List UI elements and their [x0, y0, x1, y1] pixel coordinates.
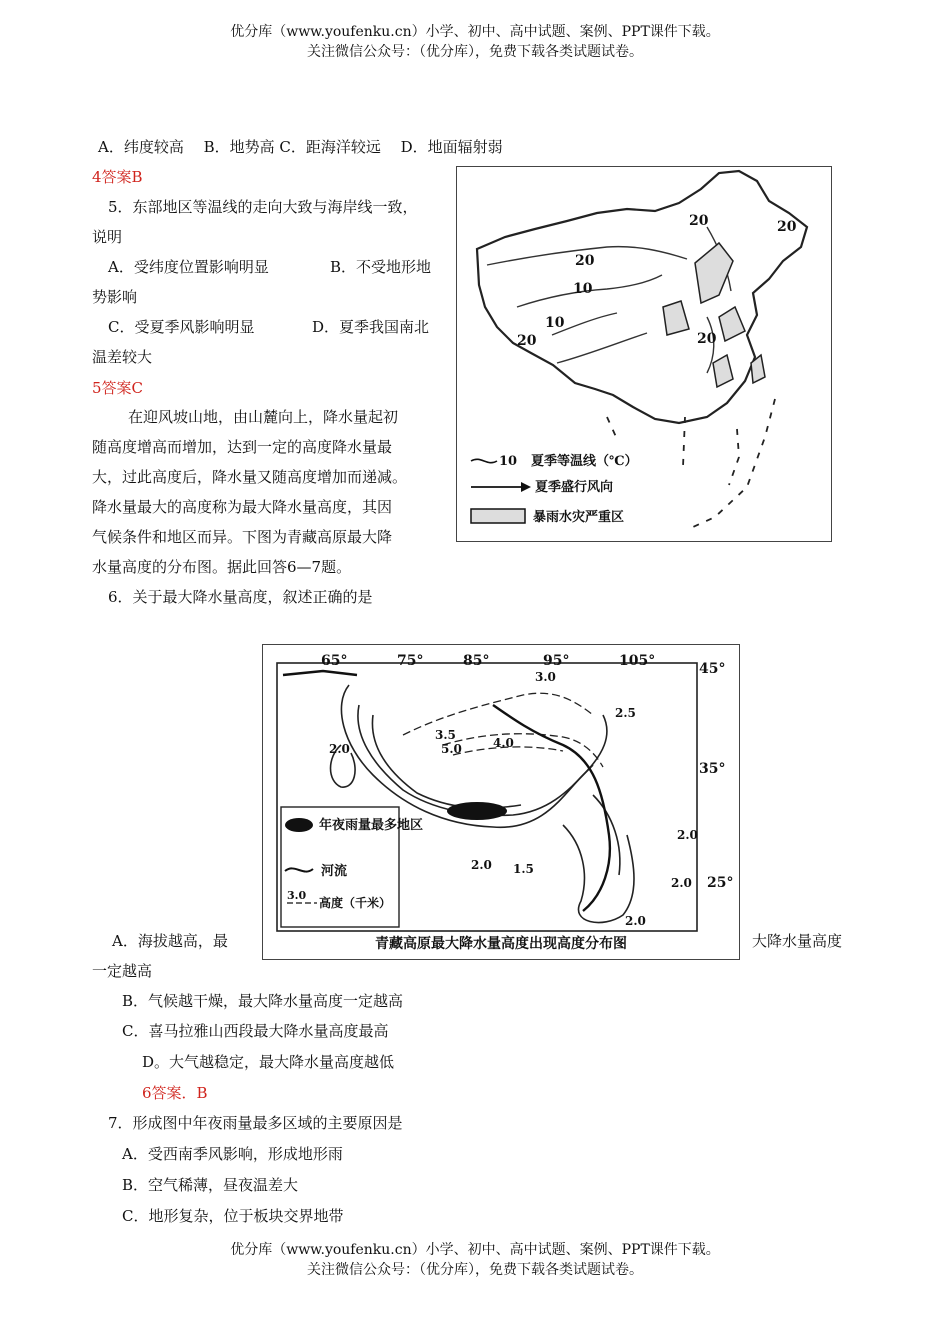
- contour-label-2-0-bottom: 2.0: [625, 914, 646, 928]
- q5-option-b-cont: 势影响: [92, 288, 138, 306]
- header-line-2: 关注微信公众号：（优分库），免费下载各类试题试卷。: [307, 44, 643, 60]
- contour-label-4-0: 4.0: [493, 736, 514, 750]
- legend-wind-label: 夏季盛行风向: [535, 480, 614, 495]
- summer-wind-path-1: [607, 417, 617, 439]
- q6-stem: 6．关于最大降水量高度，叙述正确的是: [108, 588, 373, 606]
- longitude-85: 85°: [463, 653, 490, 669]
- contour-south: [563, 825, 634, 923]
- china-summer-isotherm-map: [456, 166, 832, 542]
- q5-option-c: C．受夏季风影响明显: [108, 318, 255, 336]
- longitude-65: 65°: [321, 653, 348, 669]
- passage-line-3: 大，过此高度后，降水量又随高度增加而递减。: [92, 468, 408, 486]
- map1-label-10-plateau: 10: [545, 315, 565, 331]
- passage-line-5: 气候条件和地区而异。下图为青藏高原最大降: [92, 528, 393, 546]
- contour-label-2-0-east: 2.0: [677, 828, 698, 842]
- rain-zone-yangtze: [663, 301, 689, 335]
- legend-isotherm-label: 夏季等温线（℃）: [531, 454, 638, 469]
- q5-stem-line2: 说明: [92, 228, 123, 246]
- summer-wind-path-2: [729, 429, 739, 485]
- q5-option-d-cont: 温差较大: [92, 348, 153, 366]
- q5-stem-line1: 5．东部地区等温线的走向大致与海岸线一致，: [108, 198, 418, 216]
- longitude-95: 95°: [543, 653, 570, 669]
- q6-option-b: B．气候越干燥，最大降水量高度一定越高: [122, 992, 404, 1010]
- q7-option-b: B．空气稀薄，昼夜温差大: [122, 1176, 299, 1194]
- rain-zone-north-china: [719, 307, 745, 341]
- q7-option-c: C．地形复杂，位于板块交界地带: [122, 1207, 344, 1225]
- legend-isotherm-value: 10: [499, 454, 518, 469]
- legend-rain-label: 暴雨水灾严重区: [533, 510, 625, 525]
- q5-option-b: B．不受地形地: [330, 258, 432, 276]
- map1-legend: [471, 453, 638, 525]
- q7-stem: 7．形成图中年夜雨量最多区域的主要原因是: [108, 1114, 403, 1132]
- map1-label-20-east: 20: [777, 219, 797, 235]
- china-outline: [477, 171, 807, 423]
- contour-label-2-0-southeast: 2.0: [671, 876, 692, 890]
- q6-answer: 6答案．B: [142, 1084, 208, 1102]
- latitude-25: 25°: [707, 875, 734, 891]
- passage-line-2: 随高度增高而增加，达到一定的高度降水量最: [92, 438, 393, 456]
- contour-label-3-0: 3.0: [535, 670, 556, 684]
- q5-option-d: D．夏季我国南北: [312, 318, 430, 336]
- map1-label-20-north: 20: [575, 253, 595, 269]
- isotherm-20-south: [557, 333, 647, 363]
- legend-night-rain-label-1: 年夜雨量最多地区: [319, 818, 424, 833]
- map1-label-10-west: 10: [573, 281, 593, 297]
- longitude-75: 75°: [397, 653, 424, 669]
- longitude-105: 105°: [619, 653, 656, 669]
- contour-label-1-5: 1.5: [513, 862, 534, 876]
- map2-caption: 青藏高原最大降水量高度出现高度分布图: [375, 936, 627, 952]
- q6-option-c: C．喜马拉雅山西段最大降水量高度最高: [122, 1022, 389, 1040]
- contour-label-2-5: 2.5: [615, 706, 636, 720]
- contour-label-5-0: 5.0: [441, 742, 462, 756]
- passage-line-1: 在迎风坡山地，由山麓向上，降水量起初: [128, 408, 399, 426]
- tibet-max-precip-height-map: [262, 644, 740, 960]
- legend-river-label: 河流: [321, 864, 348, 879]
- legend-height-label: 高度（千米）: [319, 896, 392, 910]
- rain-zone-northeast: [695, 243, 733, 303]
- legend-height-value: 3.0: [287, 889, 307, 902]
- contour-southeast: [593, 795, 620, 875]
- latitude-45: 45°: [699, 661, 726, 677]
- legend-isotherm-line: [471, 459, 497, 462]
- china-map-figure: [457, 167, 831, 541]
- q4-answer: 4答案B: [92, 168, 143, 186]
- contour-dashed-mid: [443, 734, 603, 767]
- river-boundary: [283, 671, 357, 675]
- latitude-35: 35°: [699, 761, 726, 777]
- q4-options: A．纬度较高 B．地势高 C．距海洋较远 D．地面辐射弱: [98, 138, 503, 156]
- rain-zone-south: [713, 355, 733, 387]
- footer-line-1: 优分库（www.youfenku.cn）小学、初中、高中试题、案例、PPT课件下载。: [230, 1242, 720, 1258]
- legend-wind-arrowhead: [521, 482, 531, 492]
- legend-night-rain-swatch: [285, 818, 313, 832]
- passage-line-4: 降水量最大的高度称为最大降水量高度，其因: [92, 498, 393, 516]
- q6-option-d: D。大气越稳定，最大降水量高度越低: [142, 1053, 395, 1071]
- q6-option-a-right: 大降水量高度: [752, 932, 843, 950]
- header-line-1: 优分库（www.youfenku.cn）小学、初中、高中试题、案例、PPT课件下载。: [230, 24, 720, 40]
- map1-label-20-south: 20: [517, 333, 537, 349]
- contour-dashed-north: [403, 693, 593, 735]
- q5-option-a: A．受纬度位置影响明显: [108, 258, 269, 276]
- map1-label-20-coast: 20: [697, 331, 717, 347]
- night-rain-max-area: [447, 802, 507, 820]
- q7-option-a: A．受西南季风影响，形成地形雨: [122, 1145, 343, 1163]
- q6-option-a-cont: 一定越高: [92, 962, 153, 980]
- tibet-map-figure: [263, 645, 739, 959]
- map1-label-20-northeast: 20: [689, 213, 709, 229]
- summer-wind-path-4: [683, 417, 685, 467]
- contour-label-2-0-west: 2.0: [329, 742, 350, 756]
- contour-label-3-5: 3.5: [435, 728, 456, 742]
- footer-line-2: 关注微信公众号：（优分库），免费下载各类试题试卷。: [307, 1262, 643, 1278]
- q5-answer: 5答案C: [92, 379, 144, 397]
- q6-option-a-left: A．海拔越高，最: [112, 932, 228, 950]
- contour-2: [358, 705, 593, 815]
- passage-line-6: 水量高度的分布图。据此回答6—7题。: [92, 558, 352, 576]
- legend-rain-swatch: [471, 509, 525, 523]
- contour-label-2-0-south: 2.0: [471, 858, 492, 872]
